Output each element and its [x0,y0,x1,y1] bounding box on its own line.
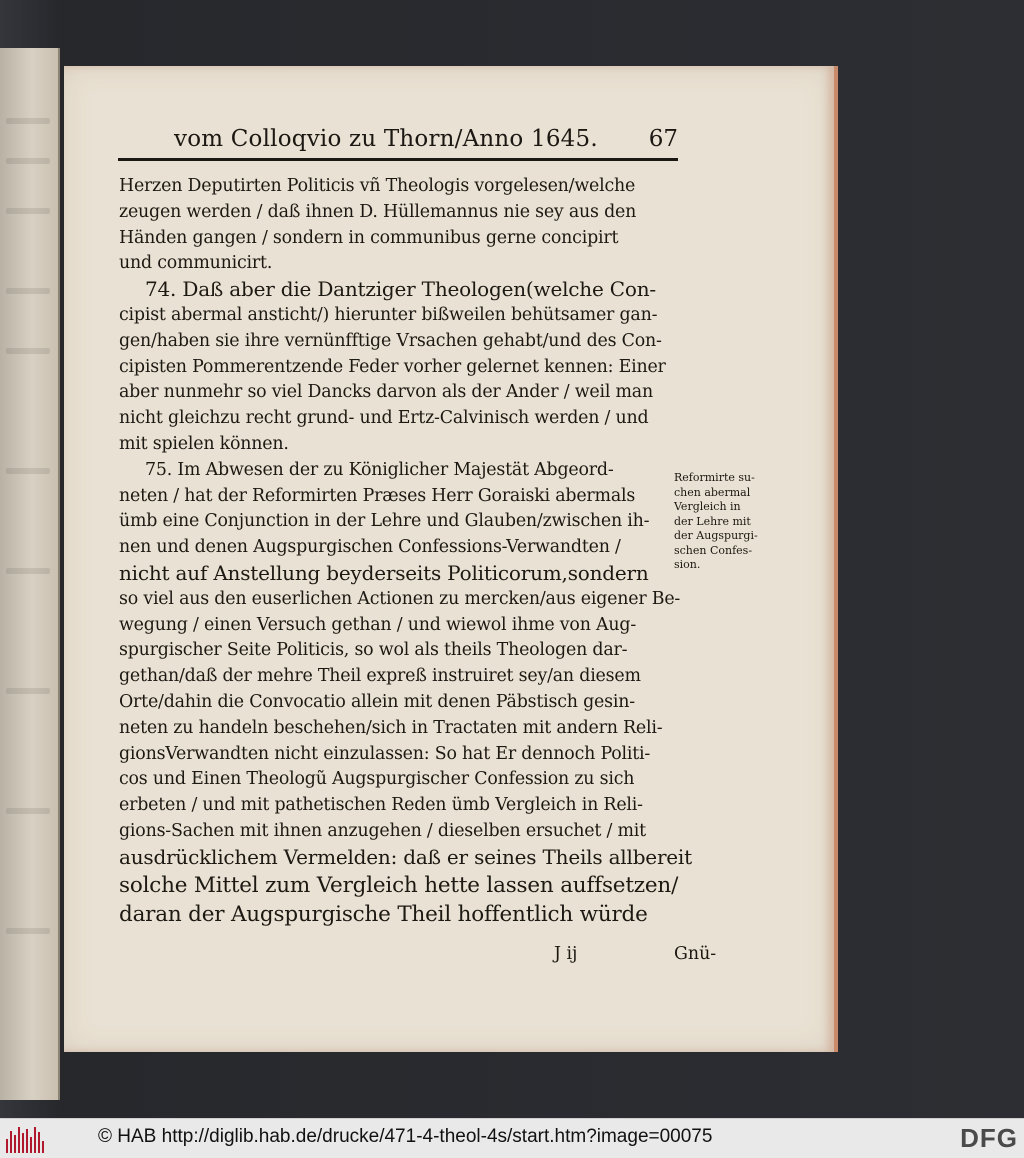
margin-note-line: Vergleich in [674,500,741,513]
page-foot [119,944,717,970]
copyright-link[interactable]: © HAB http://diglib.hab.de/drucke/471-4-theol-4s/start.htm?image=00075 [98,1126,713,1147]
text-line: nen und denen Augspurgischen Confessions-Verwandten / [119,537,621,558]
body-text [119,174,692,929]
text-line: cipist abermal ansticht/) hierunter bißweilen behütsamer gan- [119,304,658,325]
running-head: vom Colloqvio zu Thorn/Anno 1645. [174,126,598,152]
text-line: cipisten Pommerentzende Feder vorher gelernet kennen: Einer [119,356,666,377]
text-line: ausdrücklichem Vermelden: daß er seines Theils allbereit [119,844,692,869]
text-line: gethan/daß der mehre Theil expreß instruiret sey/an diesem [119,666,641,687]
margin-note-line: sion. [674,558,701,571]
margin-note-line: der Augspurgi- [674,529,758,542]
text-line: so viel aus den euserlichen Actionen zu mercken/aus eigener Be- [119,588,681,609]
dfg-logo: DFG [960,1123,1018,1153]
text-line: ümb eine Conjunction in der Lehre und Glauben/zwischen ih- [119,511,650,532]
previous-page-edge [0,48,60,1100]
text-line: nicht auf Anstellung beyderseits Politicorum,sondern [119,560,649,585]
text-line: und communicirt. [119,253,273,274]
text-line: gionsVerwandten nicht einzulassen: So hat Er dennoch Politi- [119,743,651,764]
text-line: erbeten / und mit pathetischen Reden ümb Vergleich in Reli- [119,795,643,816]
text-line: gen/haben sie ihre vernünfftige Vrsachen gehabt/und des Con- [119,330,662,351]
text-line: neten / hat der Reformirten Præses Herr Goraiski abermals [119,485,636,506]
text-line: cos und Einen Theologũ Augspurgischer Confession zu sich [119,769,635,790]
text-line: mit spielen können. [119,433,289,454]
page-number: 67 [648,126,678,152]
text-line: 75. Im Abwesen der zu Königlicher Majestät Abgeord- [145,459,614,480]
header-rule [118,158,678,161]
text-line: wegung / einen Versuch gethan / und wiewol ihme von Aug- [119,614,636,635]
hab-logo-icon [6,1125,46,1153]
text-line: nicht gleichzu recht grund- und Ertz-Calvinisch werden / und [119,408,649,429]
margin-note-line: schen Confes- [674,543,753,557]
text-line: daran der Augspurgische Theil hoffentlich würde [119,901,648,927]
text-line: aber nunmehr so viel Dancks darvon als der Ander / weil man [119,382,653,403]
text-line: Orte/dahin die Convocatio allein mit denen Päbstisch gesin- [119,691,635,712]
text-line: gions-Sachen mit ihnen anzugehen / dieselben ersuchet / mit [119,820,646,841]
viewer-footer [0,1118,1024,1158]
margin-note [674,471,774,573]
margin-note-line: chen abermal [674,485,751,499]
text-line: zeugen werden / daß ihnen D. Hüllemannus nie sey aus den [119,201,637,222]
text-line: 74. Daß aber die Dantziger Theologen(welche Con- [145,277,656,302]
text-line: spurgischer Seite Politicis, so wol als theils Theologen dar- [119,640,628,661]
text-line: neten zu handeln beschehen/sich in Tractaten mit andern Reli- [119,717,663,738]
margin-note-line: Reformirte su- [674,471,755,484]
text-line: Händen gangen / sondern in communibus gerne concipirt [119,227,619,248]
text-line: solche Mittel zum Vergleich hette lassen auffsetzen/ [119,872,679,898]
signature-mark: J ij [554,944,578,964]
catchword: Gnü- [674,944,717,964]
text-line: Herzen Deputirten Politicis vñ Theologis vorgelesen/welche [119,176,636,196]
book-page [64,66,838,1052]
margin-note-line: der Lehre mit [674,514,751,528]
